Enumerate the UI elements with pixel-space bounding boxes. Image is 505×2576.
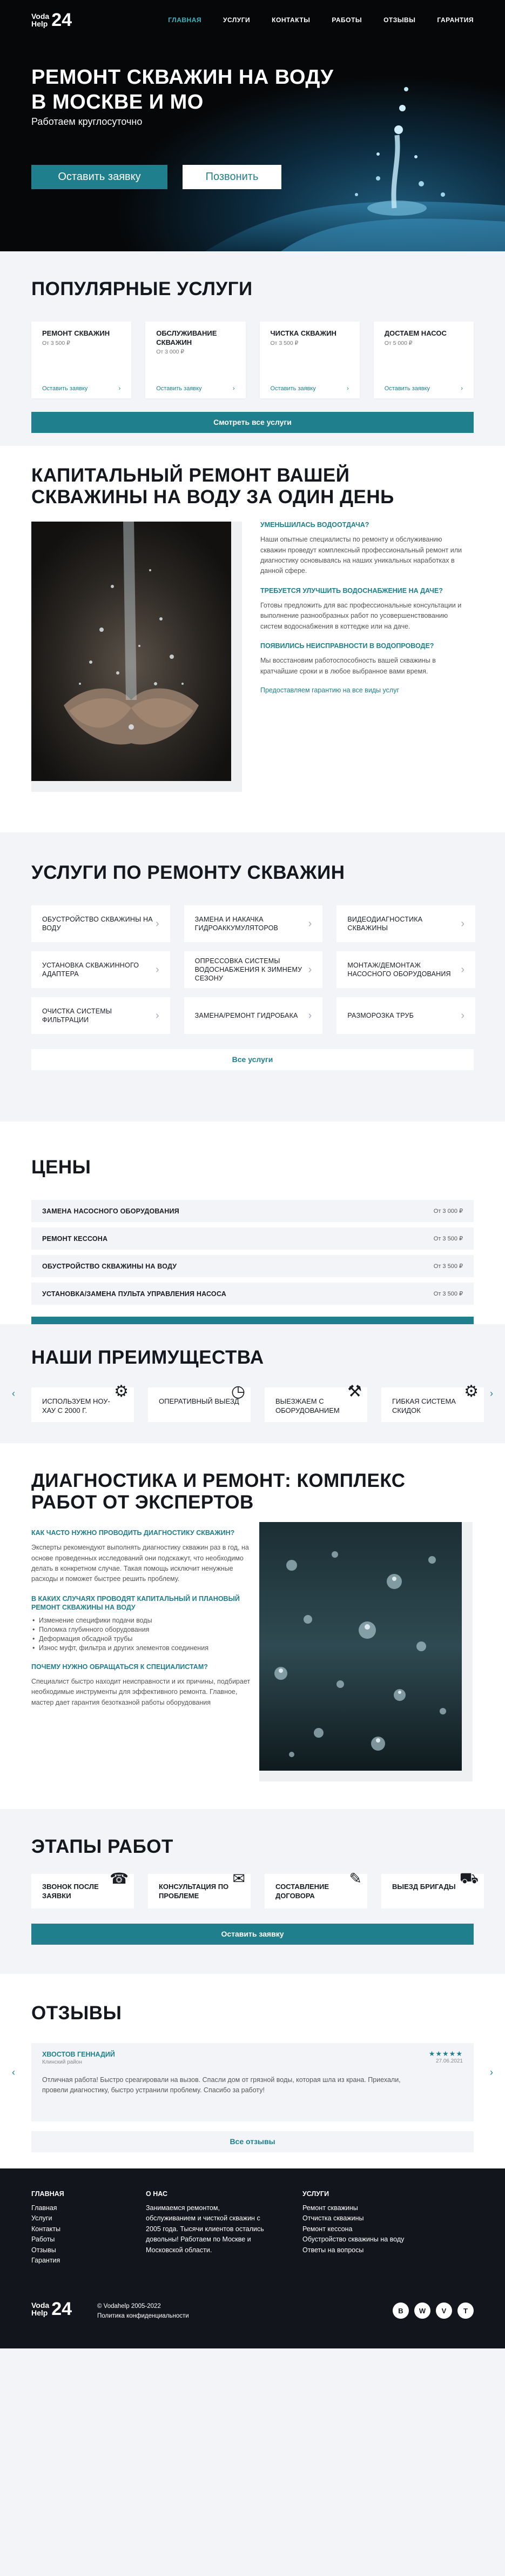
menu-item-services[interactable]: УСЛУГИ: [223, 16, 251, 24]
price-value: От 3 500 ₽: [433, 1291, 463, 1298]
all-reviews-button[interactable]: Все отзывы: [31, 2131, 474, 2152]
review-district: Клинский район: [42, 2059, 82, 2066]
logo-text-top: Voda: [31, 2301, 50, 2310]
repair-service-label: ОЧИСТКА СИСТЕМЫ ФИЛЬТРАЦИИ: [42, 1007, 112, 1024]
footer-link[interactable]: Ответы на вопросы: [302, 2246, 364, 2254]
hero-call-button[interactable]: Позвонить: [183, 165, 281, 189]
popular-card-title: ОБСЛУЖИВАНИЕ СКВАЖИН: [156, 329, 217, 346]
popular-card-title: ЧИСТКА СКВАЖИН: [270, 329, 336, 338]
capital-image-frame: [31, 522, 242, 792]
price-name: ОБУСТРОЙСТВО СКВАЖИНЫ НА ВОДУ: [42, 1262, 177, 1270]
footer-link[interactable]: Главная: [31, 2204, 57, 2212]
review-date: 27.06.2021: [435, 2058, 463, 2065]
price-row: [31, 1200, 474, 1222]
footer-link[interactable]: Гарантия: [31, 2256, 60, 2264]
capital-answer: Готовы предложить для вас профессиональные консультации и выполнение разнообразных работ по усовершенствованию систем водоснабжения в коттедже или на даче.: [260, 602, 462, 630]
diag-answer: Специалист быстро находит неисправности и их причины, подбирает необходимые инструменты для эффективного ремонта. Главное, мастер дает гарантия безотказной работы оборудования: [31, 1678, 251, 1706]
price-row: [31, 1255, 474, 1277]
repair-service-card[interactable]: [184, 951, 323, 988]
stage-label: ЗВОНОК ПОСЛЕ ЗАЯВКИ: [42, 1883, 99, 1900]
viber-icon[interactable]: V: [436, 2303, 452, 2319]
privacy-link[interactable]: Политика конфиденциальности: [97, 2313, 189, 2320]
list-item: • Изменение специфики подачи воды: [31, 1616, 255, 1625]
document-icon: ✎: [349, 1870, 362, 1887]
diagnostics-section: [0, 1443, 505, 1809]
review-card: [31, 2043, 474, 2121]
price-name: УСТАНОВКА/ЗАМЕНА ПУЛЬТА УПРАВЛЕНИЯ НАСОСА: [42, 1290, 226, 1298]
repair-service-label: ЗАМЕНА/РЕМОНТ ГИДРОБАКА: [194, 1012, 298, 1020]
main-menu: [168, 16, 474, 24]
popular-card-price: От 3 500 ₽: [270, 339, 299, 346]
review-text: Отличная работа! Быстро среагировали на вызов. Спасли дом от грязной воды, которая шла из крана. Приехали, провели диагностику, быстро устранили проблему. Спасибо за работу!: [42, 2076, 401, 2094]
capital-text: [260, 520, 466, 694]
menu-item-contacts[interactable]: КОНТАКТЫ: [272, 16, 311, 24]
stage-label: СОСТАВЛЕНИЕ ДОГОВОРА: [275, 1883, 329, 1900]
footer-copyright: [97, 2301, 189, 2321]
diagnostics-image-frame: [259, 1522, 473, 1781]
social-links: [393, 2303, 474, 2319]
repair-service-label: ОПРЕССОВКА СИСТЕМЫ ВОДОСНАБЖЕНИЯ К ЗИМНЕМУ СЕЗОНУ: [194, 957, 302, 983]
popular-card-price: От 3 500 ₽: [42, 339, 70, 346]
repair-service-label: ЗАМЕНА И НАКАЧКА ГИДРОАККУМУЛЯТОРОВ: [194, 916, 279, 932]
popular-card-link[interactable]: Оставить заявку: [156, 385, 202, 392]
logo-number: 24: [51, 2299, 72, 2319]
chevron-right-icon: ›: [461, 963, 465, 976]
review-author: ХВОСТОВ ГЕННАДИЙ: [42, 2051, 115, 2059]
footer: [0, 2168, 505, 2348]
advantage-label: ВЫЕЗЖАЕМ С ОБОРУДОВАНИЕМ: [275, 1397, 340, 1414]
popular-card[interactable]: [31, 322, 131, 398]
chevron-right-icon: ›: [156, 917, 159, 930]
telegram-icon[interactable]: T: [457, 2303, 474, 2319]
advantage-card: [265, 1383, 367, 1422]
chevron-right-icon: ›: [347, 385, 349, 392]
footer-link[interactable]: Услуги: [31, 2214, 52, 2223]
diagnostics-title: ДИАГНОСТИКА И РЕМОНТ: КОМПЛЕКС РАБОТ ОТ ЭКСПЕРТОВ: [31, 1470, 406, 1513]
chevron-right-icon: ›: [232, 385, 235, 392]
popular-card[interactable]: [374, 322, 474, 398]
repair-service-label: МОНТАЖ/ДЕМОНТАЖ НАСОСНОГО ОБОРУДОВАНИЯ: [347, 962, 451, 978]
truck-icon: ⛟: [459, 1870, 479, 1887]
footer-heading: УСЛУГИ: [302, 2190, 329, 2198]
list-item: • Износ муфт, фильтра и других элементов соединения: [31, 1644, 255, 1653]
chevron-right-icon[interactable]: ›: [490, 2067, 493, 2078]
logo[interactable]: [31, 12, 72, 28]
menu-item-works[interactable]: РАБОТЫ: [332, 16, 362, 24]
clock-icon: ◷: [231, 1383, 245, 1401]
stage-label: ВЫЕЗД БРИГАДЫ: [392, 1883, 456, 1891]
popular-card[interactable]: [260, 322, 360, 398]
chevron-right-icon: ›: [461, 1009, 465, 1022]
repair-service-label: УСТАНОВКА СКВАЖИННОГО АДАПТЕРА: [42, 962, 139, 978]
repair-services: [0, 832, 505, 1122]
repair-service-label: ВИДЕОДИАГНОСТИКА СКВАЖИНЫ: [347, 916, 423, 932]
hero-subtitle: Работаем круглосуточно: [31, 116, 143, 127]
footer-logo[interactable]: [31, 2301, 72, 2317]
footer-link[interactable]: Работы: [31, 2235, 55, 2244]
capital-answer: Мы восстановим работоспособность вашей скважины в кратчайшие сроки и в любое выбранное вами время.: [260, 657, 436, 675]
advantages-title: НАШИ ПРЕИМУЩЕСТВА: [31, 1347, 264, 1368]
repair-service-card[interactable]: [31, 997, 170, 1034]
logo-text-bottom: Help: [31, 2308, 48, 2317]
copyright-text: © Vodahelp 2005-2022: [97, 2303, 161, 2310]
hero-request-button[interactable]: Оставить заявку: [31, 165, 167, 189]
chat-icon: ✉: [232, 1870, 245, 1887]
gear-icon: ⚙: [114, 1383, 129, 1401]
stage-card: [265, 1870, 367, 1908]
stages-title: ЭТАПЫ РАБОТ: [31, 1836, 173, 1857]
water-droplets-image: [259, 1522, 462, 1771]
chevron-right-icon: ›: [118, 385, 121, 392]
price-row: [31, 1283, 474, 1305]
chevron-right-icon: ›: [461, 917, 465, 930]
footer-about-text: Занимаемся ремонтом, обслуживанием и чисткой скважин с 2005 года. Тысячи клиентов остались довольны! Работаем по Москве и Московской области.: [146, 2204, 264, 2254]
footer-link[interactable]: Ремонт кессона: [302, 2225, 353, 2233]
price-value: От 3 500 ₽: [433, 1236, 463, 1243]
footer-heading: О НАС: [146, 2190, 167, 2198]
advantage-card: [381, 1383, 484, 1422]
diag-answer: Эксперты рекомендуют выполнять диагностику скважин раз в год, на основе проведенных исследований они подскажут, что необходимо делать в конкретном случае. Такая помощь исключит ненужные расходы и поможет быстрее решить проблему.: [31, 1544, 249, 1583]
repair-title: УСЛУГИ ПО РЕМОНТУ СКВАЖИН: [31, 862, 345, 883]
capital-question: ТРЕБУЕТСЯ УЛУЧШИТЬ ВОДОСНАБЖЕНИЕ НА ДАЧЕ?: [260, 586, 443, 595]
repair-service-card[interactable]: [31, 905, 170, 942]
popular-card-link[interactable]: Оставить заявку: [270, 385, 316, 392]
whatsapp-icon[interactable]: W: [414, 2303, 430, 2319]
repair-service-label: ОБУСТРОЙСТВО СКВАЖИНЫ НА ВОДУ: [42, 916, 153, 932]
all-services-button[interactable]: Смотреть все услуги: [31, 412, 474, 433]
footer-column-main: [31, 2190, 64, 2266]
hero: [0, 0, 505, 251]
popular-card[interactable]: [145, 322, 245, 398]
hero-title: РЕМОНТ СКВАЖИН НА ВОДУ В МОСКВЕ И МО: [31, 66, 334, 114]
logo-text-bottom: Help: [31, 19, 48, 28]
footer-column-services: [302, 2190, 410, 2255]
capital-question: УМЕНЬШИЛАСЬ ВОДООТДАЧА?: [260, 521, 369, 529]
price-value: От 3 000 ₽: [433, 1208, 463, 1215]
price-row: [31, 1227, 474, 1250]
repair-service-label: РАЗМОРОЗКА ТРУБ: [347, 1012, 414, 1020]
advantage-card: [148, 1383, 251, 1422]
chevron-right-icon: ›: [156, 1009, 159, 1022]
water-hands-image: [31, 522, 231, 781]
price-value: От 3 500 ₽: [433, 1263, 463, 1270]
capital-repair-section: [0, 446, 505, 832]
popular-card-link[interactable]: Оставить заявку: [384, 385, 430, 392]
chevron-right-icon[interactable]: ›: [490, 1388, 493, 1399]
footer-link[interactable]: Контакты: [31, 2225, 60, 2233]
advantage-card: [31, 1383, 134, 1422]
chevron-right-icon: ›: [308, 1009, 312, 1022]
phone-icon: ☎: [110, 1870, 129, 1887]
logo-number: 24: [51, 10, 72, 30]
all-repair-services-button[interactable]: Все услуги: [31, 1049, 474, 1070]
diag-question: КАК ЧАСТО НУЖНО ПРОВОДИТЬ ДИАГНОСТИКУ СКВАЖИН?: [31, 1529, 235, 1537]
advantage-label: ОПЕРАТИВНЫЙ ВЫЕЗД: [159, 1397, 239, 1406]
popular-card-price: От 3 000 ₽: [156, 348, 185, 355]
repair-cases-list: [31, 1616, 255, 1653]
footer-link[interactable]: Обустройство скважины на воду: [302, 2235, 405, 2244]
popular-card-link[interactable]: Оставить заявку: [42, 385, 88, 392]
footer-link[interactable]: Ремонт скважины: [302, 2204, 358, 2212]
popular-card-title: РЕМОНТ СКВАЖИН: [42, 329, 110, 338]
menu-item-warranty[interactable]: ГАРАНТИЯ: [437, 16, 474, 24]
popular-card-title: ДОСТАЕМ НАСОС: [384, 329, 447, 338]
reviews-title: ОТЗЫВЫ: [31, 2003, 122, 2024]
chevron-right-icon: ›: [461, 385, 463, 392]
menu-item-main[interactable]: ГЛАВНАЯ: [168, 16, 201, 24]
diagnostics-text: [31, 1529, 255, 1718]
prices-title: ЦЕНЫ: [31, 1157, 91, 1178]
stage-label: КОНСУЛЬТАЦИЯ ПО ПРОБЛЕМЕ: [159, 1883, 229, 1900]
popular-card-price: От 5 000 ₽: [384, 339, 413, 346]
diag-question: ПОЧЕМУ НУЖНО ОБРАЩАТЬСЯ К СПЕЦИАЛИСТАМ?: [31, 1663, 208, 1671]
repair-service-card[interactable]: [336, 997, 475, 1034]
reviews-section: [0, 1974, 505, 2168]
logo-text-top: Voda: [31, 12, 50, 21]
price-name: РЕМОНТ КЕССОНА: [42, 1234, 108, 1243]
stage-card: [148, 1870, 251, 1908]
tools-icon: ⚒: [347, 1383, 362, 1401]
footer-column-about: [146, 2190, 270, 2255]
advantages-section: [0, 1324, 505, 1443]
repair-service-card[interactable]: [31, 951, 170, 988]
chevron-right-icon: ›: [308, 917, 312, 930]
popular-services: [0, 251, 505, 446]
chevron-left-icon[interactable]: ‹: [12, 1388, 15, 1399]
footer-link[interactable]: Отчистка скважины: [302, 2214, 364, 2223]
top-nav: [31, 12, 474, 28]
footer-link[interactable]: Отзывы: [31, 2246, 56, 2254]
vk-icon[interactable]: B: [393, 2303, 409, 2319]
stage-card: [381, 1870, 484, 1908]
prices-section: [0, 1122, 505, 1324]
percent-icon: ⚙: [464, 1383, 479, 1401]
capital-answer: Наши опытные специалисты по ремонту и обслуживанию скважин проведут комплексный профессиональный ремонт или диагностику основываясь на наших уникальных наработках в данной сфере.: [260, 536, 462, 575]
repair-service-card[interactable]: [184, 905, 323, 942]
chevron-right-icon: ›: [308, 963, 312, 976]
star-rating-icon: ★★★★★: [428, 2050, 463, 2058]
repair-service-card[interactable]: [336, 905, 475, 942]
menu-item-reviews[interactable]: ОТЗЫВЫ: [383, 16, 416, 24]
list-item: • Деформация обсадной трубы: [31, 1634, 255, 1644]
stage-card: [31, 1870, 134, 1908]
popular-title: ПОПУЛЯРНЫЕ УСЛУГИ: [31, 278, 253, 299]
chevron-left-icon[interactable]: ‹: [12, 2067, 15, 2078]
warranty-note[interactable]: Предоставляем гарантию на все виды услуг: [260, 686, 400, 695]
advantage-label: ГИБКАЯ СИСТЕМА СКИДОК: [392, 1397, 456, 1414]
chevron-right-icon: ›: [156, 963, 159, 976]
price-name: ЗАМЕНА НАСОСНОГО ОБОРУДОВАНИЯ: [42, 1207, 179, 1215]
advantage-label: ИСПОЛЬЗУЕМ НОУ-ХАУ С 2000 Г.: [42, 1397, 110, 1414]
stages-request-button[interactable]: Оставить заявку: [31, 1924, 474, 1945]
stages-section: [0, 1809, 505, 1974]
repair-service-card[interactable]: [336, 951, 475, 988]
repair-service-card[interactable]: [184, 997, 323, 1034]
capital-title: КАПИТАЛЬНЫЙ РЕМОНТ ВАШЕЙ СКВАЖИНЫ НА ВОДУ ЗА ОДИН ДЕНЬ: [31, 465, 394, 508]
footer-heading: ГЛАВНАЯ: [31, 2190, 64, 2198]
diag-question: В КАКИХ СЛУЧАЯХ ПРОВОДЯТ КАПИТАЛЬНЫЙ И ПЛАНОВЫЙ РЕМОНТ СКВАЖИНЫ НА ВОДУ: [31, 1594, 240, 1611]
list-item: • Поломка глубинного оборудования: [31, 1625, 255, 1634]
capital-question: ПОЯВИЛИСЬ НЕИСПРАВНОСТИ В ВОДОПРОВОДЕ?: [260, 642, 434, 650]
